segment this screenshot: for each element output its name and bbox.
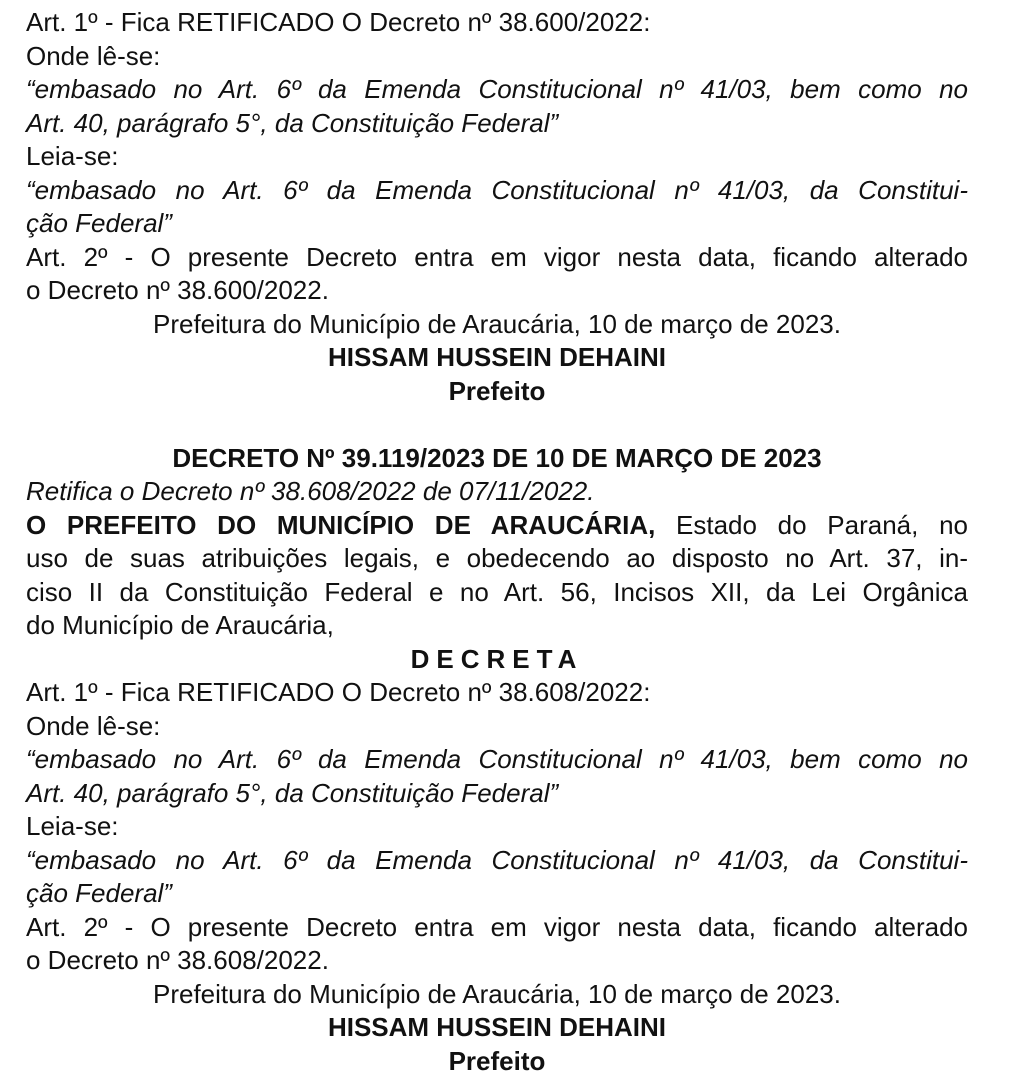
- leia-se-text-line-2: ção Federal”: [26, 207, 968, 241]
- place-and-date: Prefeitura do Município de Araucária, 10 de março de 2023.: [26, 978, 968, 1012]
- section-spacer: [26, 408, 968, 442]
- leia-se-text-line-2: ção Federal”: [26, 877, 968, 911]
- leia-se-text-line-1: “embasado no Art. 6º da Emenda Constitucional nº 41/03, da Constitui-: [26, 844, 968, 878]
- preamble-authority: O PREFEITO DO MUNICÍPIO DE ARAUCÁRIA,: [26, 510, 655, 540]
- article-2-line-1: Art. 2º - O presente Decreto entra em vigor nesta data, ficando alterado: [26, 911, 968, 945]
- leia-se-label: Leia-se:: [26, 810, 968, 844]
- onde-le-se-text-line-1: “embasado no Art. 6º da Emenda Constitucional nº 41/03, bem como no: [26, 73, 968, 107]
- decree-section-second: [26, 442, 968, 1078]
- leia-se-text-line-1: “embasado no Art. 6º da Emenda Constitucional nº 41/03, da Constitui-: [26, 174, 968, 208]
- leia-se-label: Leia-se:: [26, 140, 968, 174]
- place-and-date: Prefeitura do Município de Araucária, 10 de março de 2023.: [26, 308, 968, 342]
- onde-le-se-label: Onde lê-se:: [26, 40, 968, 74]
- article-1: Art. 1º - Fica RETIFICADO O Decreto nº 38.600/2022:: [26, 6, 968, 40]
- signer-name: HISSAM HUSSEIN DEHAINI: [26, 341, 968, 375]
- article-1: Art. 1º - Fica RETIFICADO O Decreto nº 38.608/2022:: [26, 676, 968, 710]
- onde-le-se-text-line-2: Art. 40, parágrafo 5°, da Constituição Federal”: [26, 777, 968, 811]
- preamble-line-1: [26, 509, 968, 543]
- preamble-line-2: uso de suas atribuições legais, e obedecendo ao disposto no Art. 37, in-: [26, 542, 968, 576]
- decreta-heading: DECRETA: [26, 643, 968, 677]
- signer-role: Prefeito: [26, 1045, 968, 1078]
- document-page: [26, 6, 968, 1078]
- article-2-line-2: o Decreto nº 38.600/2022.: [26, 274, 968, 308]
- onde-le-se-text-line-1: “embasado no Art. 6º da Emenda Constitucional nº 41/03, bem como no: [26, 743, 968, 777]
- onde-le-se-text-line-2: Art. 40, parágrafo 5°, da Constituição Federal”: [26, 107, 968, 141]
- article-2-line-2: o Decreto nº 38.608/2022.: [26, 944, 968, 978]
- article-2-line-1: Art. 2º - O presente Decreto entra em vigor nesta data, ficando alterado: [26, 241, 968, 275]
- onde-le-se-label: Onde lê-se:: [26, 710, 968, 744]
- decree-summary: Retifica o Decreto nº 38.608/2022 de 07/11/2022.: [26, 475, 968, 509]
- decree-title: DECRETO Nº 39.119/2023 DE 10 DE MARÇO DE 2023: [26, 442, 968, 476]
- preamble-line-1-rest: Estado do Paraná, no: [655, 510, 968, 540]
- signer-role: Prefeito: [26, 375, 968, 409]
- preamble-line-3: ciso II da Constituição Federal e no Art. 56, Incisos XII, da Lei Orgânica: [26, 576, 968, 610]
- signer-name: HISSAM HUSSEIN DEHAINI: [26, 1011, 968, 1045]
- preamble-line-4: do Município de Araucária,: [26, 609, 968, 643]
- decree-section-first: [26, 6, 968, 408]
